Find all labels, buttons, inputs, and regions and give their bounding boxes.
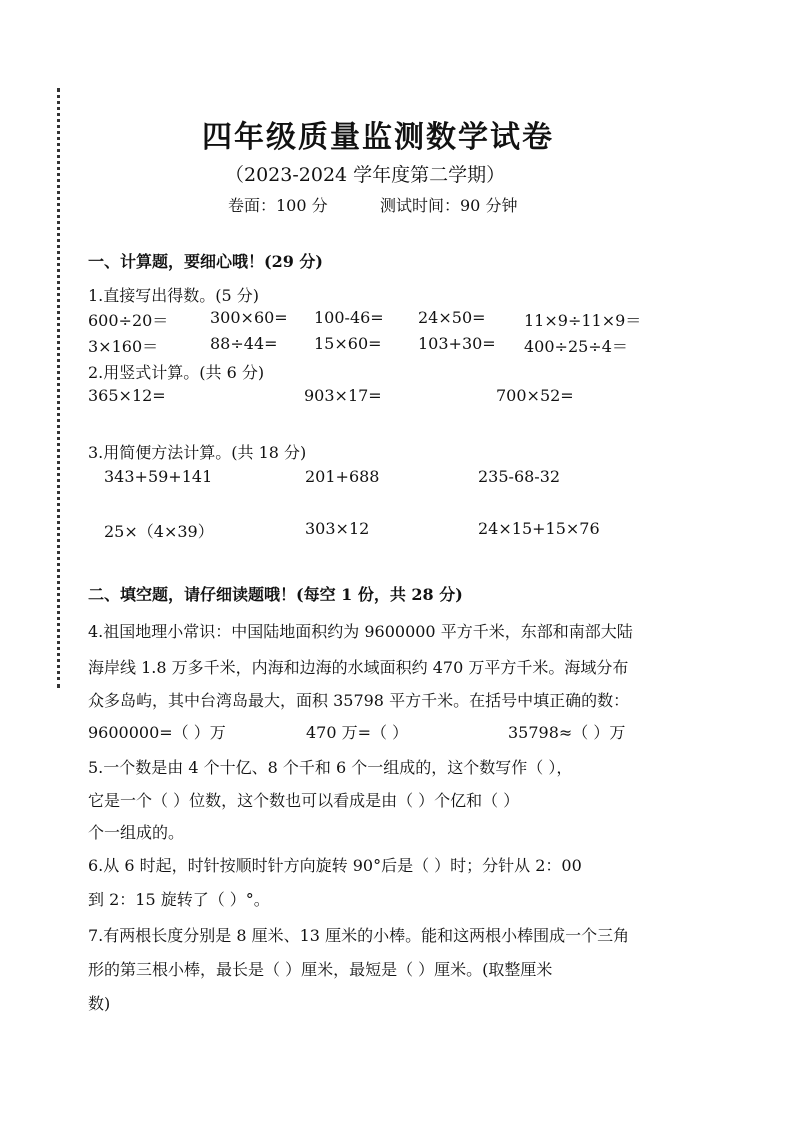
q3-item: 235-68-32 bbox=[478, 467, 561, 486]
q1-item: 24×50= bbox=[418, 308, 486, 327]
q4-blank: 35798≈（ ）万 bbox=[508, 723, 626, 742]
section2-heading: 二、填空题，请仔细读题哦！(每空 1 份，共 28 分) bbox=[88, 585, 463, 604]
q2-title: 2.用竖式计算。(共 6 分) bbox=[88, 363, 265, 382]
q1-item: 300×60= bbox=[210, 308, 288, 327]
q1-item: 100-46= bbox=[314, 308, 384, 327]
q4-blank: 9600000=（ ）万 bbox=[88, 723, 226, 742]
q5-line: 5.一个数是由 4 个十亿、8 个千和 6 个一组成的，这个数写作（ ）， bbox=[88, 758, 573, 777]
q2-item: 700×52= bbox=[496, 386, 574, 405]
q1-item: 15×60= bbox=[314, 334, 382, 353]
q7-line: 形的第三根小棒，最长是（ ）厘米，最短是（ ）厘米。(取整厘米 bbox=[88, 960, 553, 979]
q3-item: 343+59+141 bbox=[104, 467, 213, 486]
q1-item: 103+30= bbox=[418, 334, 496, 353]
q3-item: 25×（4×39） bbox=[104, 522, 214, 541]
q1-title: 1.直接写出得数。(5 分) bbox=[88, 286, 260, 305]
q7-line: 7.有两根长度分别是 8 厘米、13 厘米的小棒。能和这两根小棒围成一个三角 bbox=[88, 926, 630, 945]
q3-item: 201+688 bbox=[305, 467, 380, 486]
q1-item: 600÷20＝ bbox=[88, 311, 169, 330]
q3-item: 24×15+15×76 bbox=[478, 519, 600, 538]
q6-line: 到 2：15 旋转了（ ）°。 bbox=[88, 890, 270, 909]
q1-item: 11×9÷11×9＝ bbox=[524, 311, 642, 330]
page-subtitle: （2023-2024 学年度第二学期） bbox=[225, 164, 506, 186]
q4-blank: 470 万=（ ） bbox=[306, 723, 409, 742]
q1-item: 3×160＝ bbox=[88, 337, 159, 356]
q1-item: 88÷44= bbox=[210, 334, 278, 353]
q6-line: 6.从 6 时起，时针按顺时针方向旋转 90°后是（ ）时；分针从 2：00 bbox=[88, 856, 582, 875]
q2-item: 903×17= bbox=[304, 386, 382, 405]
q4-line: 海岸线 1.8 万多千米，内海和边海的水域面积约 470 万平方千米。海域分布 bbox=[88, 658, 629, 677]
q3-item: 303×12 bbox=[305, 519, 370, 538]
q5-line: 个一组成的。 bbox=[88, 823, 185, 842]
score-info: 卷面：100 分 bbox=[228, 196, 328, 215]
page-title: 四年级质量监测数学试卷 bbox=[202, 120, 554, 155]
section1-heading: 一、计算题，要细心哦！(29 分) bbox=[88, 252, 323, 271]
q4-line: 众多岛屿，其中台湾岛最大，面积 35798 平方千米。在括号中填正确的数： bbox=[88, 691, 630, 710]
time-info: 测试时间：90 分钟 bbox=[380, 196, 518, 215]
q1-item: 400÷25÷4＝ bbox=[524, 337, 628, 356]
q5-line: 它是一个（ ）位数，这个数也可以看成是由（ ）个亿和（ ） bbox=[88, 791, 520, 810]
q3-title: 3.用简便方法计算。(共 18 分) bbox=[88, 443, 307, 462]
q2-item: 365×12= bbox=[88, 386, 166, 405]
q4-line: 4.祖国地理小常识：中国陆地面积约为 9600000 平方千米，东部和南部大陆 bbox=[88, 622, 633, 641]
q7-line: 数) bbox=[88, 994, 111, 1013]
binding-dotted-line bbox=[57, 88, 60, 688]
